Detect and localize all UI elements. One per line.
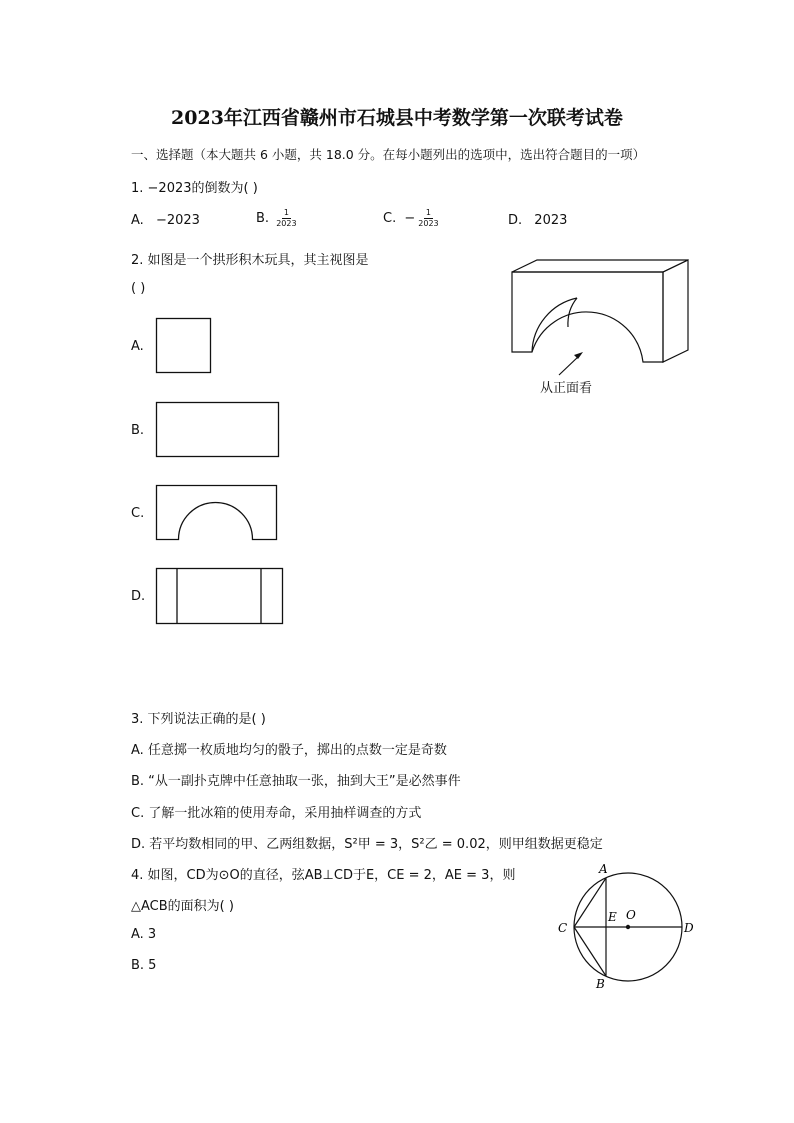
label-c: C — [558, 921, 568, 935]
segment-ca — [574, 878, 606, 927]
q1-option-b — [256, 208, 297, 229]
q4-option-b: B. 5 — [131, 958, 157, 973]
center-point — [626, 925, 630, 929]
q1-c-denominator: 2023 — [418, 219, 439, 228]
q2-option-a-label: A. — [131, 339, 144, 354]
q3-stem: 3. 下列说法正确的是( ) — [131, 712, 266, 727]
q3-option-a: A. 任意掷一枚质地均匀的骰子，掷出的点数一定是奇数 — [131, 743, 447, 758]
label-e: E — [608, 910, 617, 924]
q3-option-c: C. 了解一批冰箱的使用寿命，采用抽样调查的方式 — [131, 806, 422, 821]
label-a: A — [599, 862, 608, 876]
q3-option-d: D. 若平均数相同的甲、乙两组数据，S²甲 = 3，S²乙 = 0.02，则甲组数据更稳定 — [131, 837, 603, 852]
q4-stem-continued: △ACB的面积为( ) — [131, 899, 234, 914]
label-d: D — [684, 921, 694, 935]
label-b: B — [596, 977, 605, 991]
q1-option-b-fraction — [276, 208, 296, 229]
section-heading: 一、选择题（本大题共 6 小题，共 18.0 分。在每小题列出的选项中，选出符合题目的一项） — [131, 147, 646, 162]
q1-option-d — [508, 213, 567, 228]
view-arrow-head — [574, 352, 583, 359]
q2-stem: 2. 如图是一个拱形积木玩具，其主视图是 — [131, 253, 369, 268]
q2-bracket: ( ) — [131, 281, 146, 296]
label-o: O — [626, 908, 636, 922]
q2-option-c-figure — [155, 484, 279, 542]
q2-option-c-label: C. — [131, 506, 145, 521]
arch-inner-left — [532, 298, 577, 352]
page-title: 2023年江西省赣州市石城县中考数学第一次联考试卷 — [171, 107, 623, 129]
q1-option-a-value: −2023 — [155, 213, 200, 228]
q1-option-a — [131, 213, 200, 228]
q4-option-a: A. 3 — [131, 927, 157, 942]
top-face — [512, 260, 688, 272]
arch-block-figure — [505, 255, 695, 400]
q1-option-a-label: A. — [131, 213, 144, 228]
q1-option-d-value: 2023 — [534, 213, 568, 228]
q3-option-b: B. “从一副扑克牌中任意抽取一张，抽到大王”是必然事件 — [131, 774, 461, 789]
rectangle-with-lines-shape — [157, 569, 283, 624]
segment-cb — [574, 927, 606, 976]
q1-b-denominator: 2023 — [276, 219, 297, 228]
q1-option-c — [383, 208, 439, 229]
q1-option-d-label: D. — [508, 213, 523, 228]
front-face — [512, 272, 663, 362]
q1-option-b-label: B. — [256, 211, 270, 226]
side-face — [663, 260, 688, 362]
q2-option-d-figure — [155, 567, 285, 627]
q1-option-c-fraction — [418, 208, 438, 229]
q4-stem: 4. 如图，CD为⊙O的直径，弦AB⊥CD于E，CE = 2，AE = 3，则 — [131, 868, 516, 883]
q2-option-a-figure — [155, 317, 213, 375]
q1-option-c-sign: − — [404, 211, 416, 226]
q1-b-numerator: 1 — [283, 208, 289, 217]
view-caption: 从正面看 — [540, 381, 593, 396]
q2-option-b-figure — [155, 401, 281, 459]
circle-figure — [550, 858, 700, 993]
square-shape — [157, 319, 211, 373]
q2-option-b-label: B. — [131, 423, 145, 438]
view-arrow-line — [559, 355, 580, 375]
q1-stem: 1. −2023的倒数为( ) — [131, 181, 258, 196]
q2-option-d-label: D. — [131, 589, 146, 604]
q1-option-c-label: C. — [383, 211, 397, 226]
q1-c-numerator: 1 — [425, 208, 431, 217]
arch-shape — [157, 486, 277, 540]
rectangle-shape — [157, 403, 279, 457]
